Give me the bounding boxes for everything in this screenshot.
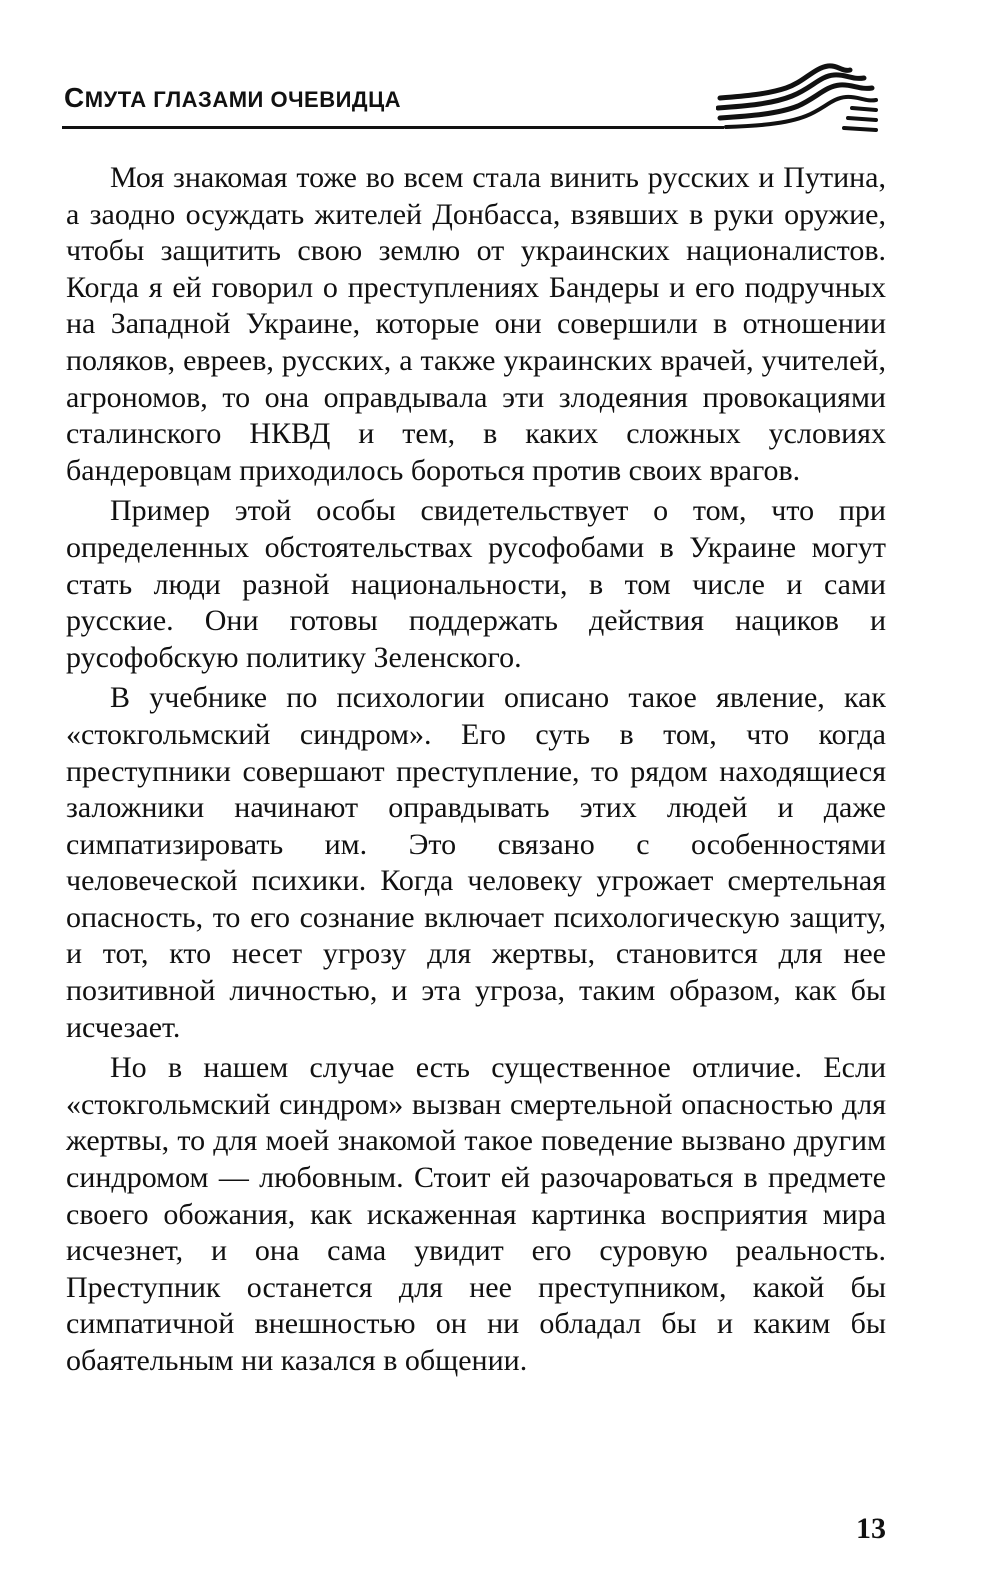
page-number: 13 — [856, 1512, 886, 1545]
paragraph: Пример этой особы свидетельствует о том, что при определенных обстоятельствах русофобами в Украине могут стать люди разной национальности, в том числе и сами русские. Они готовы поддержать действия нациков и русофобскую политику Зеленского. — [66, 494, 886, 674]
header-rule — [62, 126, 724, 129]
running-title — [64, 82, 401, 114]
running-title-rest: МУТА ГЛАЗАМИ ОЧЕВИДЦА — [84, 87, 402, 112]
paragraph: Но в нашем случае есть существенное отличие. Если «стокгольмский синдром» вызван смертельной опасностью для жертвы, то для моей знакомой такое поведение вызвано другим синдромом — любовным. Стоит ей разочароваться в предмете своего обожания, как искаженная картинка восприятия мира исчезнет, и она сама увидит его суровую реальность. Преступник останется для нее преступником, какой бы симпатичной внешностью он ни обладал бы и каким бы обаятельным ни казался в общении. — [66, 1051, 886, 1377]
paragraph: В учебнике по психологии описано такое явление, как «стокгольмский синдром». Его суть в том, что когда преступники совершают преступление, то рядом находящиеся заложники начинают оправдывать этих людей и даже симпатизировать им. Это связано с особенностями человеческой психики. Когда человеку угрожает смертельная опасность, то его сознание включает психологическую защиту, и тот, кто несет угрозу для жертвы, становится для нее позитивной личностью, и эта угроза, таким образом, как бы исчезает. — [66, 681, 886, 1044]
body-text — [66, 160, 886, 1384]
running-title-initial: С — [64, 82, 85, 113]
wave-lines-icon — [716, 58, 880, 134]
paragraph: Моя знакомая тоже во всем стала винить русских и Путина, а заодно осуждать жителей Донбасса, взявших в руки оружие, чтобы защитить свою землю от украинских националистов. Когда я ей говорил о преступлениях Бандеры и его подручных на Западной Украине, которые они совершили в отношении поляков, евреев, русских, а также украинских врачей, учителей, агрономов, то она оправдывала эти злодеяния провокациями сталинского НКВД и тем, в каких сложных условиях бандеровцам приходилось бороться против своих врагов. — [66, 161, 886, 487]
